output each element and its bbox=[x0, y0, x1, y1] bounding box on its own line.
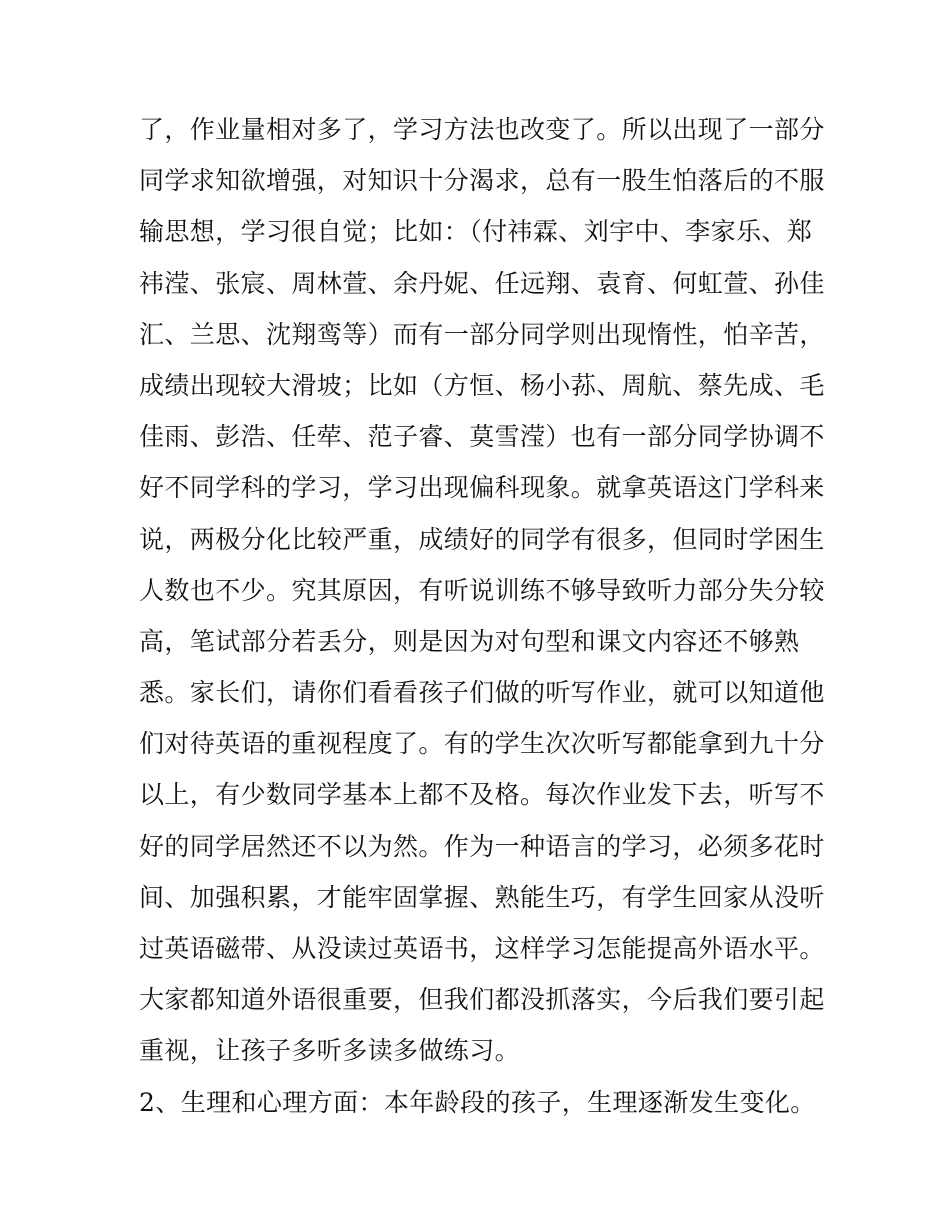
text-line: 重视，让孩子多听多读多做练习。 bbox=[139, 1036, 521, 1066]
text-line: 同学求知欲增强，对知识十分渴求，总有一股生怕落后的不服 bbox=[139, 166, 825, 196]
text-line: 大家都知道外语很重要，但我们都没抓落实，今后我们要引起 bbox=[139, 985, 825, 1015]
text-line: 间、加强积累，才能牢固掌握、熟能生巧，有学生回家从没听 bbox=[139, 882, 825, 912]
text-line: 过英语磁带、从没读过英语书，这样学习怎能提高外语水平。 bbox=[139, 934, 825, 963]
text-line: 了，作业量相对多了，学习方法也改变了。所以出现了一部分 bbox=[139, 115, 825, 144]
section-heading-line: 2、生理和心理方面：本年龄段的孩子，生理逐渐发生变化。 bbox=[139, 1087, 816, 1117]
body-text bbox=[139, 104, 829, 1128]
text-line: 汇、兰思、沈翔鸾等）而有一部分同学则出现惰性，怕辛苦， bbox=[139, 319, 825, 349]
text-line: 佳雨、彭浩、任荦、范子睿、莫雪滢）也有一部分同学协调不 bbox=[139, 422, 825, 452]
text-line: 成绩出现较大滑坡；比如（方恒、杨小荪、周航、蔡先成、毛 bbox=[139, 370, 825, 400]
text-line: 好的同学居然还不以为然。作为一种语言的学习，必须多花时 bbox=[139, 831, 825, 861]
text-line: 祎滢、张宸、周林萱、余丹妮、任远翔、袁育、何虹萱、孙佳 bbox=[139, 268, 825, 298]
text-line: 们对待英语的重视程度了。有的学生次次听写都能拿到九十分 bbox=[139, 729, 825, 759]
text-line: 人数也不少。究其原因，有听说训练不够导致听力部分失分较 bbox=[139, 575, 825, 605]
text-line: 好不同学科的学习，学习出现偏科现象。就拿英语这门学科来 bbox=[139, 473, 825, 503]
text-line: 说，两极分化比较严重，成绩好的同学有很多，但同时学困生 bbox=[139, 524, 825, 554]
text-line: 悉。家长们，请你们看看孩子们做的听写作业，就可以知道他 bbox=[139, 678, 825, 708]
text-line: 高，笔试部分若丢分，则是因为对句型和课文内容还不够熟 bbox=[139, 626, 800, 656]
text-line: 以上，有少数同学基本上都不及格。每次作业发下去，听写不 bbox=[139, 780, 825, 810]
text-line: 输思想，学习很自觉；比如：（付祎霖、刘宇中、李家乐、郑 bbox=[139, 217, 813, 247]
